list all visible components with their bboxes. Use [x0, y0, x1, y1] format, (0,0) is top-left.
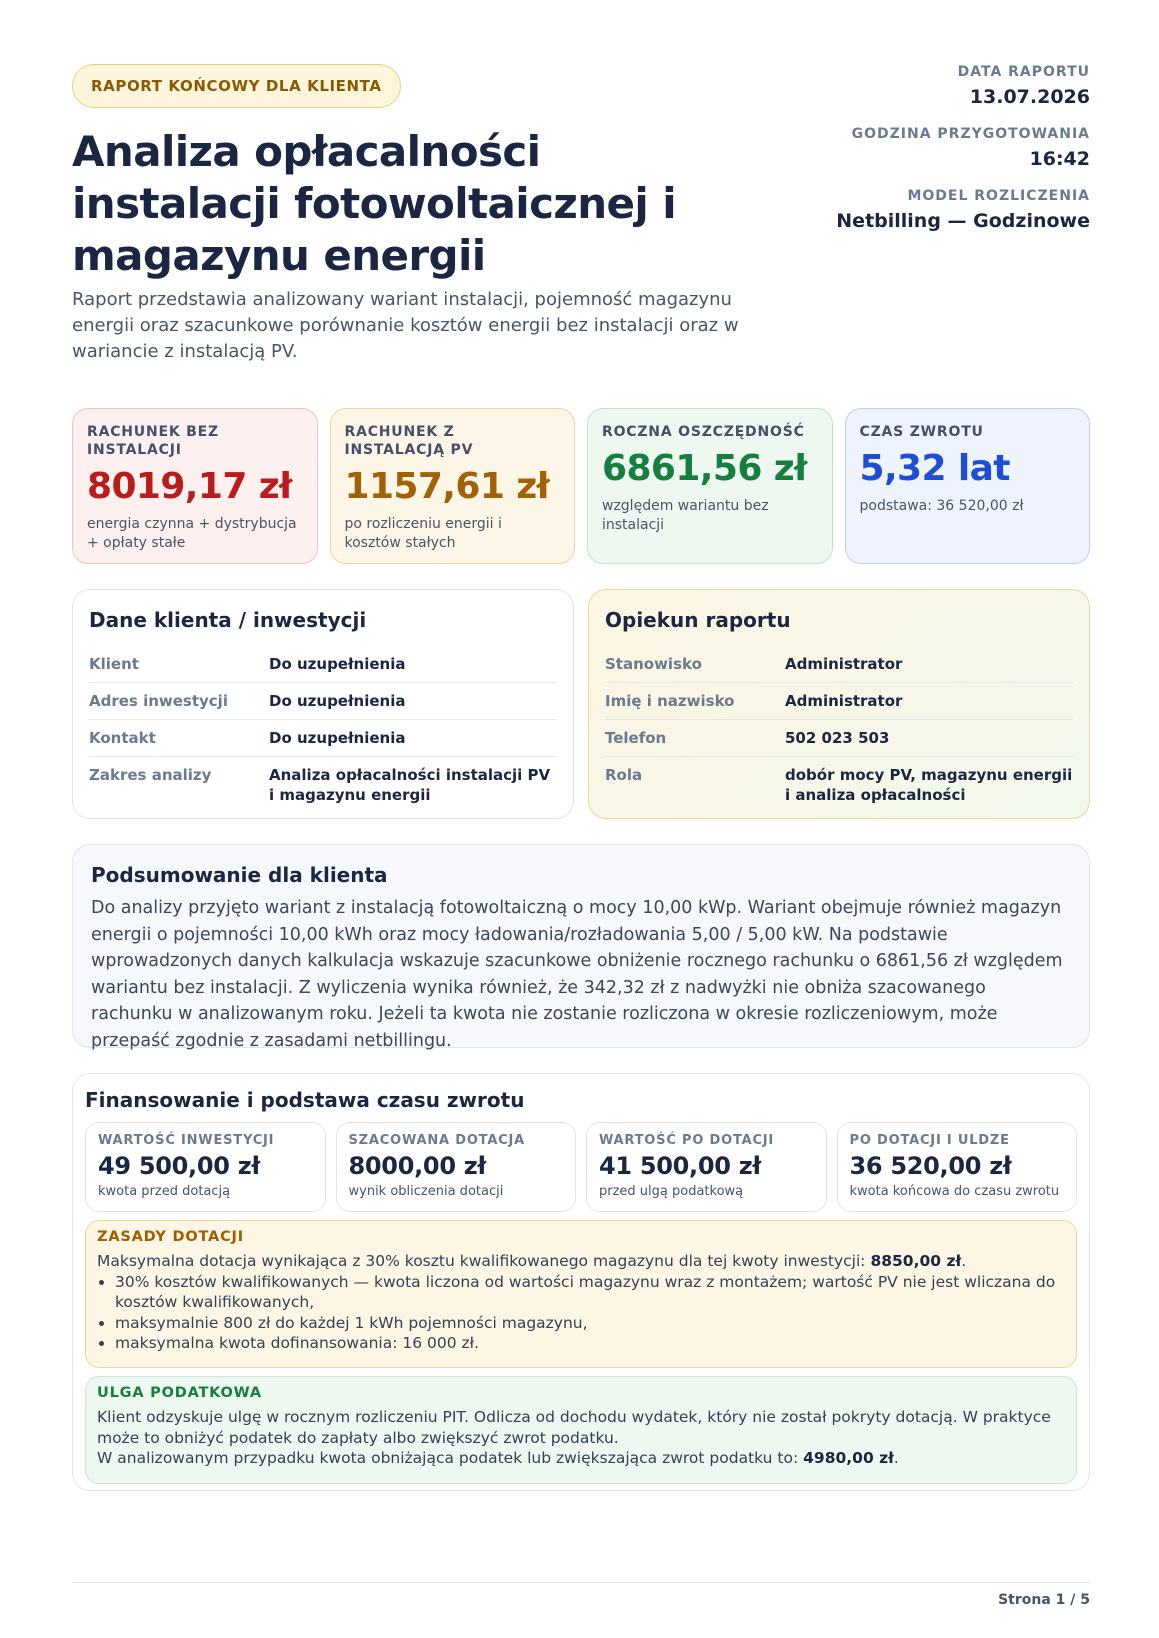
page-title: Analiza opłacalności instalacji fotowoltaicznej i magazynu energii [72, 127, 677, 280]
subsidy-rules-box [85, 1220, 1077, 1368]
card-label: PO DOTACJI I ULDZE [849, 1133, 1010, 1148]
report-meta [836, 64, 1090, 250]
row-value: Do uzupełnienia [269, 729, 406, 747]
kpi-subtitle: względem wariantu bez instalacji [602, 498, 769, 533]
kpi-value: 1157,61 zł [344, 466, 550, 507]
kpi-label: RACHUNEK Z INSTALACJĄ PV [344, 424, 474, 458]
page-number: Strona 1 / 5 [998, 1592, 1090, 1608]
list-item: • maksymalna kwota dofinansowania: 16 000 zł. [115, 1333, 1065, 1354]
financing-title: Finansowanie i podstawa czasu zwrotu [85, 1088, 525, 1112]
report-owner-panel [588, 589, 1090, 819]
report-page [72, 0, 1090, 1638]
row-key: Adres inwestycji [89, 692, 228, 710]
rules-intro-text: Maksymalna dotacja wynikająca z 30% kosztu kwalifikowanego magazynu dla tej kwoty inwestycji: [97, 1252, 871, 1270]
client-panel-title: Dane klienta / inwestycji [89, 608, 367, 632]
client-row [89, 757, 557, 813]
kpi-payback-time [845, 408, 1091, 564]
row-key: Rola [605, 766, 643, 784]
card-value: 49 500,00 zł [98, 1152, 260, 1180]
list-item: • maksymalnie 800 zł do każdej 1 kWh pojemności magazynu, [115, 1313, 1065, 1334]
kpi-value: 8019,17 zł [87, 466, 292, 507]
value-after-subsidy-card [586, 1122, 827, 1212]
rules-intro-end: . [961, 1252, 967, 1270]
list-item: • 30% kosztów kwalifikowanych — kwota liczona od wartości magazynu wraz z montażem; wartość PV nie jest wliczana do kosztów kwalifikowanych, [115, 1272, 1065, 1313]
card-value: 8000,00 zł [348, 1152, 487, 1180]
card-value: 36 520,00 zł [849, 1152, 1012, 1180]
summary-title: Podsumowanie dla klienta [91, 863, 388, 887]
after-subsidy-and-relief-card [837, 1122, 1078, 1212]
owner-panel-title: Opiekun raportu [605, 608, 791, 632]
financing-section [72, 1073, 1090, 1491]
row-key: Imię i nazwisko [605, 692, 735, 710]
estimated-subsidy-card [336, 1122, 577, 1212]
kpi-bill-without-installation [72, 408, 318, 564]
row-value: Do uzupełnienia [269, 655, 406, 673]
row-value: Administrator [785, 692, 903, 710]
row-key: Kontakt [89, 729, 156, 747]
kpi-subtitle: po rozliczeniu energii i kosztów stałych [344, 516, 502, 551]
prep-time-value: 16:42 [1029, 148, 1090, 170]
card-subtitle: wynik obliczenia dotacji [348, 1184, 504, 1199]
row-value: Administrator [785, 655, 903, 673]
investment-value-card [85, 1122, 326, 1212]
client-data-panel [72, 589, 574, 819]
client-row [89, 646, 557, 683]
row-value: Analiza opłacalności instalacji PV i magazynu energii [269, 766, 551, 804]
report-type-badge: RAPORT KOŃCOWY DLA KLIENTA [72, 64, 401, 108]
card-label: SZACOWANA DOTACJA [348, 1133, 526, 1148]
row-value: 502 023 503 [785, 729, 890, 747]
tax-relief-text: Klient odzyskuje ulgę w rocznym rozliczeniu PIT. Odlicza od dochodu wydatek, który nie został pokryty dotacją. W praktyce może to obniżyć podatek do zapłaty albo zwiększyć zwrot podatku. [97, 1408, 1051, 1447]
client-summary [72, 844, 1090, 1051]
kpi-label: RACHUNEK BEZ INSTALACJI [87, 424, 219, 458]
card-subtitle: kwota końcowa do czasu zwrotu [849, 1184, 1060, 1199]
kpi-label: ROCZNA OSZCZĘDNOŚĆ [602, 424, 805, 440]
billing-model-label: MODEL ROZLICZENIA [907, 188, 1090, 204]
kpi-value: 5,32 lat [859, 448, 1010, 489]
row-key: Stanowisko [605, 655, 702, 673]
max-subsidy-value: 8850,00 zł [870, 1252, 962, 1270]
row-key: Klient [89, 655, 139, 673]
report-intro: Raport przedstawia analizowany wariant instalacji, pojemność magazynu energii oraz szacunkowe porównanie kosztów energii bez instalacji oraz w wariancie z instalacją PV. [72, 289, 739, 362]
summary-text: Do analizy przyjęto wariant z instalacją fotowoltaiczną o mocy 10,00 kWp. Wariant obejmuje również magazyn energii o pojemności 10,00 kWh oraz mocy ładowania/rozładowania 5,00 / 5,00 kW. Na podstawie wprowadzonych danych kalkulacja wskazuje szacunkowe obniżenie rocznego rachunku o 6861,56 zł względem wariantu bez instalacji. Z wyliczenia wynika również, że 342,32 zł z nadwyżki nie obniża szacowanego rachunku w analizowanym roku. Jeżeli ta kwota nie zostanie rozliczona w okresie rozliczeniowym, może przepaść zgodnie z zasadami netbillingu. [91, 898, 1063, 1051]
report-date-value: 13.07.2026 [969, 86, 1090, 108]
subsidy-rules-title: ZASADY DOTACJI [97, 1229, 244, 1245]
kpi-annual-savings [587, 408, 833, 564]
client-row [89, 720, 557, 757]
report-date-label: DATA RAPORTU [957, 64, 1090, 80]
kpi-bill-with-pv [330, 408, 576, 564]
row-key: Telefon [605, 729, 667, 747]
kpi-subtitle: podstawa: 36 520,00 zł [859, 498, 1024, 514]
card-subtitle: kwota przed dotacją [98, 1184, 231, 1199]
kpi-cards [72, 408, 1090, 564]
client-row [89, 683, 557, 720]
financing-cards [85, 1122, 1077, 1212]
subsidy-rules-intro [97, 1251, 1065, 1272]
subsidy-rules-list [115, 1272, 1065, 1354]
card-subtitle: przed ulgą podatkową [599, 1184, 744, 1199]
tax-relief-box [85, 1376, 1077, 1484]
owner-row [605, 757, 1073, 813]
billing-model-value: Netbilling — Godzinowe [836, 210, 1090, 232]
owner-row [605, 720, 1073, 757]
row-key: Zakres analizy [89, 766, 212, 784]
kpi-subtitle: energia czynna + dystrybucja + opłaty stałe [87, 516, 297, 551]
kpi-label: CZAS ZWROTU [859, 424, 984, 440]
row-value: Do uzupełnienia [269, 692, 406, 710]
card-label: WARTOŚĆ PO DOTACJI [599, 1133, 775, 1148]
tax-amount-end: . [893, 1449, 899, 1467]
owner-row [605, 683, 1073, 720]
footer-divider [72, 1582, 1090, 1583]
tax-relief-title: ULGA PODATKOWA [97, 1385, 262, 1401]
card-value: 41 500,00 zł [599, 1152, 761, 1180]
tax-relief-value: 4980,00 zł [803, 1449, 894, 1467]
prep-time-label: GODZINA PRZYGOTOWANIA [851, 126, 1090, 142]
tax-amount-text: W analizowanym przypadku kwota obniżająca podatek lub zwiększająca zwrot podatku to: [97, 1449, 804, 1467]
card-label: WARTOŚĆ INWESTYCJI [98, 1133, 275, 1148]
owner-row [605, 646, 1073, 683]
row-value: dobór mocy PV, magazynu energii i analiza opłacalności [785, 766, 1073, 804]
tax-relief-amount-line [97, 1448, 1065, 1469]
kpi-value: 6861,56 zł [602, 448, 807, 489]
